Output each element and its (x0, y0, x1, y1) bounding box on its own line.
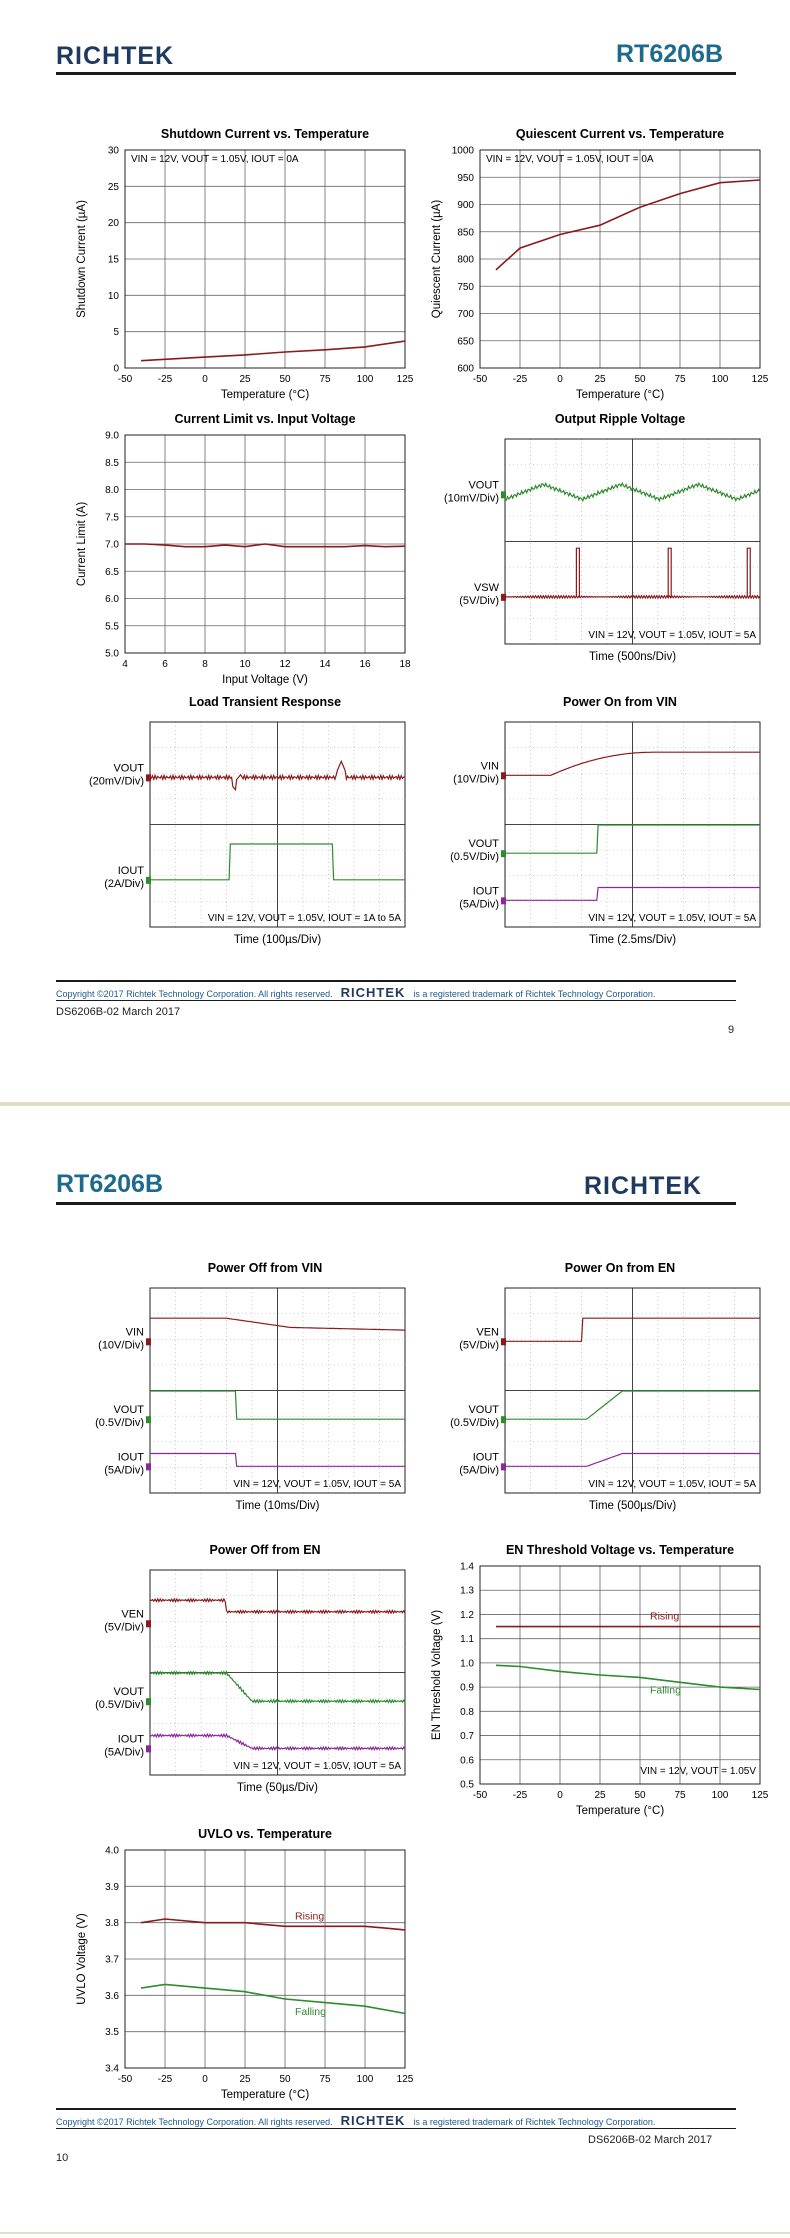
channel-label: IOUT (117, 864, 144, 877)
chart-annotation: VIN = 12V, VOUT = 1.05V, IOUT = 5A (588, 913, 756, 924)
footer-rule-top (56, 980, 736, 982)
channel-scale: (5A/Div) (104, 1746, 144, 1759)
channel-scale: (5A/Div) (459, 1464, 499, 1477)
doc-id: DS6206B-02 March 2017 (588, 2134, 713, 2146)
chart-svg (410, 405, 770, 695)
y-tick-label: 6.5 (105, 566, 119, 578)
header-rule (56, 1202, 736, 1205)
x-tick-label: 12 (279, 659, 291, 670)
y-axis-label: UVLO Voltage (V) (76, 1913, 88, 2005)
x-tick-label: 0 (202, 374, 208, 385)
channel-label: VOUT (113, 1404, 144, 1417)
trademark-text: is a registered trademark of Richtek Technology Corporation. (413, 989, 656, 999)
x-tick-label: 0 (202, 2074, 208, 2085)
x-tick-label: 75 (674, 1790, 686, 1801)
x-axis-label: Time (50µs/Div) (237, 1782, 318, 1794)
page-1 (0, 0, 790, 1080)
chart-output-ripple (410, 405, 770, 695)
channel-label: VOUT (468, 479, 499, 492)
x-tick-label: 75 (319, 2074, 331, 2085)
x-tick-label: -25 (157, 2074, 173, 2085)
chart-title: EN Threshold Voltage vs. Temperature (505, 1543, 735, 1557)
y-tick-label: 600 (457, 363, 474, 375)
x-axis-label: Temperature (°C) (575, 1805, 665, 1817)
x-axis-label: Time (10ms/Div) (235, 1500, 320, 1512)
footer-logo: RICHTEK (340, 985, 406, 1000)
chart-title: Power Off from VIN (207, 1261, 323, 1275)
chart-annotation: VIN = 12V, VOUT = 1.05V, IOUT = 1A to 5A (207, 913, 401, 924)
x-tick-label: 100 (356, 2074, 374, 2085)
chart-svg (410, 1254, 770, 1544)
chart-svg (410, 688, 770, 978)
chart-power-off-vin (55, 1254, 415, 1544)
chart-annotation: VIN = 12V, VOUT = 1.05V, IOUT = 5A (233, 1479, 401, 1490)
y-tick-label: 0 (113, 363, 119, 375)
channel-scale: (2A/Div) (104, 877, 144, 890)
x-tick-label: 100 (711, 1790, 729, 1801)
y-tick-label: 5.5 (105, 621, 119, 633)
channel-label: VOUT (468, 1404, 499, 1417)
y-tick-label: 15 (107, 254, 119, 266)
channel-scale: (5A/Div) (459, 898, 499, 911)
chart-annotation: VIN = 12V, VOUT = 1.05V, IOUT = 5A (588, 630, 756, 641)
channel-scale: (10mV/Div) (443, 492, 499, 505)
y-tick-label: 25 (107, 181, 119, 193)
y-tick-label: 5.0 (105, 648, 119, 660)
page-number: 10 (56, 2152, 69, 2164)
y-tick-label: 950 (457, 172, 474, 184)
copyright-text: Copyright ©2017 Richtek Technology Corporation. All rights reserved. (56, 989, 333, 999)
x-tick-label: -50 (117, 2074, 133, 2085)
x-tick-label: -25 (157, 374, 173, 385)
x-axis-label: Time (500ns/Div) (588, 651, 677, 663)
channel-scale: (10V/Div) (98, 1339, 144, 1352)
y-tick-label: 3.8 (105, 1918, 119, 1930)
chart-svg (55, 120, 415, 410)
chart-title: Output Ripple Voltage (554, 412, 686, 426)
series-label: Rising (650, 1610, 680, 1623)
copyright-text: Copyright ©2017 Richtek Technology Corporation. All rights reserved. (56, 2117, 333, 2127)
x-axis-label: Time (2.5ms/Div) (588, 934, 677, 946)
channel-label: VOUT (113, 762, 144, 775)
channel-scale: (0.5V/Div) (450, 851, 499, 864)
y-axis-label: Shutdown Current (µA) (76, 200, 88, 318)
channel-label: VOUT (468, 838, 499, 851)
y-tick-label: 1.1 (460, 1634, 474, 1646)
chart-title: UVLO vs. Temperature (198, 1827, 332, 1841)
channel-label: IOUT (117, 1733, 144, 1746)
chart-quiescent-current (410, 120, 770, 410)
x-tick-label: 14 (319, 659, 331, 670)
channel-scale: (0.5V/Div) (95, 1699, 144, 1712)
x-tick-label: 50 (634, 1790, 646, 1801)
vsw-pulse (576, 548, 579, 597)
x-axis-label: Time (100µs/Div) (233, 934, 322, 946)
chart-title: Quiescent Current vs. Temperature (515, 127, 725, 141)
series-label: Falling (295, 2005, 326, 2018)
x-tick-label: 100 (711, 374, 729, 385)
y-tick-label: 3.5 (105, 2027, 119, 2039)
channel-label: IOUT (117, 1451, 144, 1464)
channel-label: VIN (125, 1326, 144, 1339)
y-tick-label: 7.0 (105, 539, 119, 551)
chart-current-limit (55, 405, 415, 695)
trademark-text: is a registered trademark of Richtek Technology Corporation. (413, 2117, 656, 2127)
x-tick-label: 25 (239, 2074, 251, 2085)
y-tick-label: 750 (457, 281, 474, 293)
x-tick-label: 75 (674, 374, 686, 385)
channel-scale: (5V/Div) (459, 594, 499, 607)
x-tick-label: 18 (399, 659, 411, 670)
x-tick-label: -50 (472, 374, 488, 385)
x-tick-label: -50 (117, 374, 133, 385)
richtek-logo: RICHTEK (56, 42, 175, 70)
footer-copyright (56, 985, 655, 1000)
y-tick-label: 3.7 (105, 1954, 119, 1966)
x-tick-label: 125 (396, 374, 414, 385)
channel-label: IOUT (472, 1451, 499, 1464)
series-line-falling (496, 1665, 760, 1689)
vsw-pulse (747, 548, 750, 597)
chart-title: Power On from VIN (563, 695, 677, 709)
series-label: Falling (650, 1684, 681, 1697)
chart-title: Power Off from EN (209, 1543, 321, 1557)
chart-svg (55, 1536, 415, 1826)
y-tick-label: 1.2 (460, 1609, 474, 1621)
x-tick-label: 125 (396, 2074, 414, 2085)
y-tick-label: 30 (107, 145, 119, 157)
x-axis-label: Temperature (°C) (220, 389, 310, 401)
y-tick-label: 1000 (451, 145, 474, 157)
part-number: RT6206B (616, 40, 723, 68)
x-tick-label: 4 (122, 659, 128, 670)
richtek-logo: RICHTEK (584, 1172, 703, 1200)
x-tick-label: 75 (319, 374, 331, 385)
x-tick-label: 50 (634, 374, 646, 385)
chart-annotation: VIN = 12V, VOUT = 1.05V (640, 1766, 756, 1777)
chart-svg (55, 688, 415, 978)
y-axis-label: EN Threshold Voltage (V) (431, 1609, 443, 1741)
footer-logo: RICHTEK (340, 2113, 406, 2128)
x-tick-label: 10 (239, 659, 251, 670)
page-separator (0, 1102, 790, 1106)
x-tick-label: 25 (594, 374, 606, 385)
channel-label: VIN (480, 760, 499, 773)
y-tick-label: 0.7 (460, 1731, 474, 1743)
chart-svg (55, 1254, 415, 1544)
doc-id: DS6206B-02 March 2017 (56, 1006, 181, 1018)
channel-marker (146, 1698, 151, 1705)
page-number: 9 (728, 1024, 735, 1036)
y-tick-label: 7.5 (105, 512, 119, 524)
y-tick-label: 800 (457, 254, 474, 266)
chart-title: Power On from EN (564, 1261, 676, 1275)
series-line-current-limit (125, 544, 405, 547)
footer-copyright (56, 2113, 655, 2128)
chart-uvlo (55, 1820, 415, 2110)
channel-label: VOUT (113, 1686, 144, 1699)
y-tick-label: 0.8 (460, 1706, 474, 1718)
chart-annotation: VIN = 12V, VOUT = 1.05V, IOUT = 5A (233, 1761, 401, 1772)
channel-scale: (5V/Div) (104, 1621, 144, 1634)
channel-label: IOUT (472, 885, 499, 898)
chart-title: Shutdown Current vs. Temperature (160, 127, 370, 141)
chart-svg (55, 1820, 415, 2110)
chart-title: Load Transient Response (188, 695, 342, 709)
y-tick-label: 4.0 (105, 1845, 119, 1857)
y-tick-label: 3.6 (105, 1990, 119, 2002)
y-tick-label: 8.0 (105, 485, 119, 496)
chart-annotation: VIN = 12V, VOUT = 1.05V, IOUT = 5A (588, 1479, 756, 1490)
x-axis-label: Temperature (°C) (220, 2089, 310, 2101)
x-tick-label: 125 (751, 1790, 769, 1801)
series-line-quiescent-current (496, 180, 760, 270)
chart-svg (410, 1536, 770, 1826)
page-2 (0, 1116, 790, 2232)
header-rule (56, 72, 736, 75)
y-tick-label: 0.6 (460, 1755, 474, 1767)
y-tick-label: 0.5 (460, 1779, 474, 1791)
y-tick-label: 1.0 (460, 1658, 474, 1670)
y-tick-label: 3.9 (105, 1881, 119, 1893)
chart-svg (55, 405, 415, 695)
chart-annotation: VIN = 12V, VOUT = 1.05V, IOUT = 0A (486, 154, 654, 165)
chart-load-transient (55, 688, 415, 978)
channel-marker (501, 491, 506, 498)
y-tick-label: 10 (107, 290, 119, 302)
x-tick-label: 0 (557, 374, 563, 385)
x-tick-label: -25 (512, 374, 528, 385)
channel-scale: (10V/Div) (453, 773, 499, 786)
series-label: Rising (295, 1910, 325, 1923)
y-tick-label: 1.3 (460, 1585, 474, 1597)
channel-label: VSW (473, 581, 499, 594)
channel-scale: (5A/Div) (104, 1464, 144, 1477)
channel-marker (146, 1745, 151, 1752)
channel-marker (146, 1416, 151, 1423)
x-tick-label: 0 (557, 1790, 563, 1801)
y-tick-label: 6.0 (105, 594, 119, 605)
channel-marker (146, 1620, 151, 1627)
x-tick-label: 25 (239, 374, 251, 385)
x-tick-label: 16 (359, 659, 371, 670)
part-number: RT6206B (56, 1170, 163, 1198)
y-tick-label: 650 (457, 336, 474, 348)
x-tick-label: -50 (472, 1790, 488, 1801)
y-axis-label: Current Limit (A) (76, 501, 88, 587)
chart-svg (410, 120, 770, 410)
footer-rule-bottom (56, 1000, 736, 1001)
x-tick-label: 125 (751, 374, 769, 385)
y-tick-label: 850 (457, 227, 474, 239)
plot-frame (480, 1566, 760, 1784)
x-tick-label: -25 (512, 1790, 528, 1801)
x-tick-label: 8 (202, 659, 208, 670)
footer-rule-bottom (56, 2128, 736, 2129)
channel-label: VEN (121, 1608, 144, 1621)
x-tick-label: 6 (162, 659, 168, 670)
channel-scale: (20mV/Div) (88, 775, 144, 788)
chart-title: Current Limit vs. Input Voltage (174, 412, 356, 426)
y-tick-label: 5 (113, 327, 119, 339)
x-tick-label: 100 (356, 374, 374, 385)
channel-scale: (0.5V/Div) (95, 1417, 144, 1430)
channel-label: VEN (476, 1326, 499, 1339)
y-tick-label: 8.5 (105, 457, 119, 469)
y-tick-label: 20 (107, 218, 119, 230)
channel-marker (146, 1338, 151, 1345)
channel-marker (146, 1463, 151, 1470)
x-tick-label: 50 (279, 2074, 291, 2085)
chart-power-off-en (55, 1536, 415, 1826)
y-tick-label: 900 (457, 200, 474, 211)
y-tick-label: 0.9 (460, 1682, 474, 1694)
chart-annotation: VIN = 12V, VOUT = 1.05V, IOUT = 0A (131, 154, 299, 165)
chart-shutdown-current (55, 120, 415, 410)
footer-rule-top (56, 2108, 736, 2110)
chart-power-on-en (410, 1254, 770, 1544)
y-tick-label: 9.0 (105, 430, 119, 442)
channel-scale: (0.5V/Div) (450, 1417, 499, 1430)
y-axis-label: Quiescent Current (µA) (431, 199, 443, 319)
y-tick-label: 1.4 (460, 1561, 474, 1573)
y-tick-label: 3.4 (105, 2063, 119, 2075)
y-tick-label: 700 (457, 309, 474, 320)
chart-power-on-vin (410, 688, 770, 978)
x-axis-label: Temperature (°C) (575, 389, 665, 401)
x-tick-label: 50 (279, 374, 291, 385)
channel-scale: (5V/Div) (459, 1339, 499, 1352)
chart-en-threshold (410, 1536, 770, 1826)
x-axis-label: Time (500µs/Div) (588, 1500, 677, 1512)
x-axis-label: Input Voltage (V) (222, 674, 308, 686)
x-tick-label: 25 (594, 1790, 606, 1801)
vsw-pulse (668, 548, 671, 597)
